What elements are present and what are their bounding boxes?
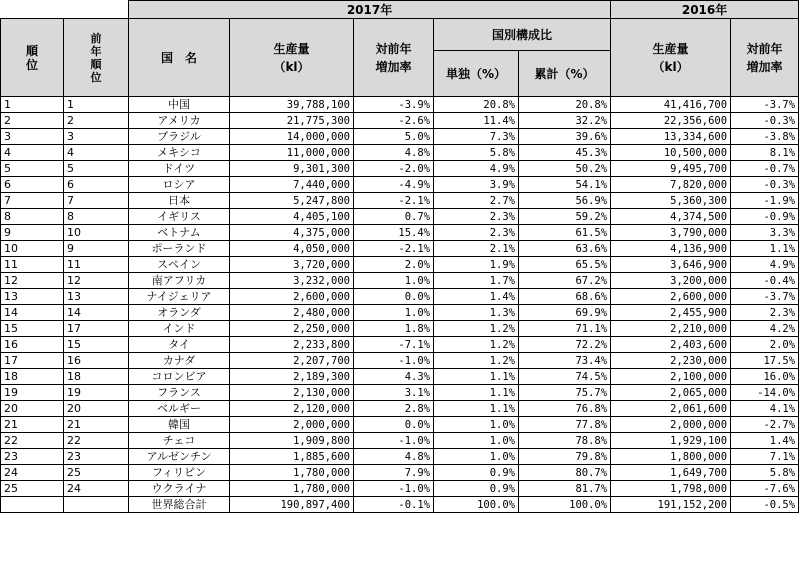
cell-prev-rank: 6 bbox=[64, 177, 129, 193]
cell-share-cumulative: 50.2% bbox=[519, 161, 611, 177]
cell-country: オランダ bbox=[129, 305, 230, 321]
cell-production-2017: 4,375,000 bbox=[230, 225, 354, 241]
cell-production-2017: 2,600,000 bbox=[230, 289, 354, 305]
cell-rank: 8 bbox=[1, 209, 64, 225]
cell-yoy-2017: 0.0% bbox=[354, 289, 434, 305]
table-row bbox=[1, 465, 799, 481]
header-year-2016: 2016年 bbox=[611, 1, 799, 19]
header-country: 国 名 bbox=[129, 19, 230, 97]
cell-production-2017: 7,440,000 bbox=[230, 177, 354, 193]
cell-country: イギリス bbox=[129, 209, 230, 225]
cell-prev-rank: 17 bbox=[64, 321, 129, 337]
total-cell-production-2017: 190,897,400 bbox=[230, 497, 354, 513]
cell-share-cumulative: 39.6% bbox=[519, 129, 611, 145]
cell-share-cumulative: 72.2% bbox=[519, 337, 611, 353]
cell-country: 中国 bbox=[129, 97, 230, 113]
cell-yoy-2017: 2.0% bbox=[354, 257, 434, 273]
cell-share-single: 1.2% bbox=[434, 353, 519, 369]
table-row bbox=[1, 385, 799, 401]
cell-rank: 11 bbox=[1, 257, 64, 273]
cell-country: アルゼンチン bbox=[129, 449, 230, 465]
cell-share-cumulative: 81.7% bbox=[519, 481, 611, 497]
cell-country: スペイン bbox=[129, 257, 230, 273]
cell-production-2017: 3,232,000 bbox=[230, 273, 354, 289]
table-row bbox=[1, 337, 799, 353]
cell-yoy-2017: 7.9% bbox=[354, 465, 434, 481]
header-year-2017: 2017年 bbox=[129, 1, 611, 19]
cell-share-single: 1.3% bbox=[434, 305, 519, 321]
cell-yoy-2017: 1.0% bbox=[354, 273, 434, 289]
total-cell-share-single: 100.0% bbox=[434, 497, 519, 513]
cell-country: コロンビア bbox=[129, 369, 230, 385]
cell-yoy-2016: 2.0% bbox=[731, 337, 799, 353]
total-cell-prev-rank bbox=[64, 497, 129, 513]
cell-production-2017: 4,050,000 bbox=[230, 241, 354, 257]
cell-prev-rank: 9 bbox=[64, 241, 129, 257]
cell-share-single: 2.7% bbox=[434, 193, 519, 209]
cell-yoy-2016: 4.1% bbox=[731, 401, 799, 417]
cell-yoy-2017: -1.0% bbox=[354, 353, 434, 369]
cell-production-2016: 2,600,000 bbox=[611, 289, 731, 305]
cell-share-single: 1.4% bbox=[434, 289, 519, 305]
cell-prev-rank: 21 bbox=[64, 417, 129, 433]
cell-yoy-2017: 1.0% bbox=[354, 305, 434, 321]
cell-country: ドイツ bbox=[129, 161, 230, 177]
cell-share-single: 3.9% bbox=[434, 177, 519, 193]
header-share-cumulative: 累計（%） bbox=[519, 51, 611, 97]
cell-yoy-2016: 1.1% bbox=[731, 241, 799, 257]
cell-production-2016: 2,061,600 bbox=[611, 401, 731, 417]
header-prev-rank: 前 年 順 位 bbox=[64, 19, 129, 97]
cell-production-2016: 9,495,700 bbox=[611, 161, 731, 177]
cell-share-cumulative: 74.5% bbox=[519, 369, 611, 385]
table-row bbox=[1, 129, 799, 145]
cell-yoy-2016: -0.7% bbox=[731, 161, 799, 177]
cell-production-2016: 2,065,000 bbox=[611, 385, 731, 401]
cell-production-2017: 2,130,000 bbox=[230, 385, 354, 401]
cell-share-cumulative: 20.8% bbox=[519, 97, 611, 113]
cell-country: ナイジェリア bbox=[129, 289, 230, 305]
cell-share-cumulative: 45.3% bbox=[519, 145, 611, 161]
header-production-2017: 生産量 （kl） bbox=[230, 19, 354, 97]
table-row bbox=[1, 193, 799, 209]
cell-prev-rank: 1 bbox=[64, 97, 129, 113]
cell-yoy-2016: -3.7% bbox=[731, 97, 799, 113]
cell-production-2017: 2,000,000 bbox=[230, 417, 354, 433]
header-blank bbox=[1, 1, 129, 19]
cell-country: ウクライナ bbox=[129, 481, 230, 497]
cell-rank: 20 bbox=[1, 401, 64, 417]
cell-production-2017: 3,720,000 bbox=[230, 257, 354, 273]
cell-share-cumulative: 54.1% bbox=[519, 177, 611, 193]
cell-rank: 25 bbox=[1, 481, 64, 497]
table-row bbox=[1, 321, 799, 337]
cell-country: カナダ bbox=[129, 353, 230, 369]
table-row bbox=[1, 177, 799, 193]
cell-yoy-2016: 8.1% bbox=[731, 145, 799, 161]
cell-share-single: 2.3% bbox=[434, 209, 519, 225]
cell-rank: 3 bbox=[1, 129, 64, 145]
table-row bbox=[1, 241, 799, 257]
cell-production-2016: 1,929,100 bbox=[611, 433, 731, 449]
table-body bbox=[1, 97, 799, 513]
cell-yoy-2017: 3.1% bbox=[354, 385, 434, 401]
cell-prev-rank: 18 bbox=[64, 369, 129, 385]
cell-country: ポーランド bbox=[129, 241, 230, 257]
cell-production-2017: 1,909,800 bbox=[230, 433, 354, 449]
cell-yoy-2017: 4.8% bbox=[354, 145, 434, 161]
cell-share-cumulative: 65.5% bbox=[519, 257, 611, 273]
cell-prev-rank: 25 bbox=[64, 465, 129, 481]
cell-production-2016: 5,360,300 bbox=[611, 193, 731, 209]
cell-yoy-2017: -4.9% bbox=[354, 177, 434, 193]
cell-yoy-2016: -0.3% bbox=[731, 113, 799, 129]
cell-production-2017: 2,207,700 bbox=[230, 353, 354, 369]
cell-share-cumulative: 76.8% bbox=[519, 401, 611, 417]
cell-country: 南アフリカ bbox=[129, 273, 230, 289]
total-cell-yoy-2017: -0.1% bbox=[354, 497, 434, 513]
cell-prev-rank: 2 bbox=[64, 113, 129, 129]
cell-share-single: 0.9% bbox=[434, 481, 519, 497]
cell-yoy-2016: 4.2% bbox=[731, 321, 799, 337]
table-row bbox=[1, 273, 799, 289]
cell-prev-rank: 12 bbox=[64, 273, 129, 289]
cell-production-2017: 14,000,000 bbox=[230, 129, 354, 145]
table-row bbox=[1, 449, 799, 465]
cell-rank: 16 bbox=[1, 337, 64, 353]
cell-production-2016: 4,136,900 bbox=[611, 241, 731, 257]
cell-share-cumulative: 56.9% bbox=[519, 193, 611, 209]
cell-prev-rank: 16 bbox=[64, 353, 129, 369]
cell-share-cumulative: 80.7% bbox=[519, 465, 611, 481]
cell-country: タイ bbox=[129, 337, 230, 353]
cell-share-single: 5.8% bbox=[434, 145, 519, 161]
total-cell-yoy-2016: -0.5% bbox=[731, 497, 799, 513]
cell-rank: 15 bbox=[1, 321, 64, 337]
cell-country: メキシコ bbox=[129, 145, 230, 161]
cell-share-single: 4.9% bbox=[434, 161, 519, 177]
cell-production-2017: 2,120,000 bbox=[230, 401, 354, 417]
cell-production-2016: 1,798,000 bbox=[611, 481, 731, 497]
cell-country: ベトナム bbox=[129, 225, 230, 241]
cell-rank: 17 bbox=[1, 353, 64, 369]
cell-yoy-2016: 7.1% bbox=[731, 449, 799, 465]
header-yoy-2017: 対前年 増加率 bbox=[354, 19, 434, 97]
cell-share-cumulative: 59.2% bbox=[519, 209, 611, 225]
cell-rank: 2 bbox=[1, 113, 64, 129]
cell-rank: 5 bbox=[1, 161, 64, 177]
cell-production-2017: 2,233,800 bbox=[230, 337, 354, 353]
cell-yoy-2016: -7.6% bbox=[731, 481, 799, 497]
cell-prev-rank: 19 bbox=[64, 385, 129, 401]
cell-production-2017: 39,788,100 bbox=[230, 97, 354, 113]
cell-prev-rank: 10 bbox=[64, 225, 129, 241]
header-share-single: 単独（%） bbox=[434, 51, 519, 97]
cell-share-cumulative: 79.8% bbox=[519, 449, 611, 465]
cell-prev-rank: 20 bbox=[64, 401, 129, 417]
cell-production-2017: 2,480,000 bbox=[230, 305, 354, 321]
cell-country: 日本 bbox=[129, 193, 230, 209]
cell-rank: 6 bbox=[1, 177, 64, 193]
cell-yoy-2016: -1.9% bbox=[731, 193, 799, 209]
cell-rank: 24 bbox=[1, 465, 64, 481]
cell-prev-rank: 7 bbox=[64, 193, 129, 209]
cell-yoy-2017: -1.0% bbox=[354, 433, 434, 449]
cell-prev-rank: 4 bbox=[64, 145, 129, 161]
cell-yoy-2016: -0.4% bbox=[731, 273, 799, 289]
cell-yoy-2017: 1.8% bbox=[354, 321, 434, 337]
cell-share-single: 1.0% bbox=[434, 449, 519, 465]
cell-production-2017: 2,250,000 bbox=[230, 321, 354, 337]
cell-country: ロシア bbox=[129, 177, 230, 193]
cell-prev-rank: 11 bbox=[64, 257, 129, 273]
cell-production-2016: 2,000,000 bbox=[611, 417, 731, 433]
cell-production-2017: 5,247,800 bbox=[230, 193, 354, 209]
cell-production-2016: 1,649,700 bbox=[611, 465, 731, 481]
cell-share-cumulative: 67.2% bbox=[519, 273, 611, 289]
cell-rank: 1 bbox=[1, 97, 64, 113]
cell-production-2016: 4,374,500 bbox=[611, 209, 731, 225]
cell-yoy-2016: -3.8% bbox=[731, 129, 799, 145]
cell-share-single: 1.1% bbox=[434, 385, 519, 401]
cell-production-2016: 3,200,000 bbox=[611, 273, 731, 289]
cell-yoy-2017: -7.1% bbox=[354, 337, 434, 353]
cell-yoy-2017: 5.0% bbox=[354, 129, 434, 145]
cell-share-single: 2.3% bbox=[434, 225, 519, 241]
cell-country: インド bbox=[129, 321, 230, 337]
cell-yoy-2017: -2.1% bbox=[354, 241, 434, 257]
table-row bbox=[1, 369, 799, 385]
cell-country: フランス bbox=[129, 385, 230, 401]
cell-rank: 21 bbox=[1, 417, 64, 433]
table-row bbox=[1, 481, 799, 497]
cell-prev-rank: 8 bbox=[64, 209, 129, 225]
cell-production-2017: 1,780,000 bbox=[230, 465, 354, 481]
cell-share-single: 1.2% bbox=[434, 337, 519, 353]
cell-yoy-2017: -2.0% bbox=[354, 161, 434, 177]
cell-production-2017: 11,000,000 bbox=[230, 145, 354, 161]
total-row bbox=[1, 497, 799, 513]
cell-country: ブラジル bbox=[129, 129, 230, 145]
cell-share-cumulative: 75.7% bbox=[519, 385, 611, 401]
table-row bbox=[1, 209, 799, 225]
cell-share-single: 20.8% bbox=[434, 97, 519, 113]
table-row bbox=[1, 257, 799, 273]
cell-production-2017: 9,301,300 bbox=[230, 161, 354, 177]
cell-yoy-2016: -0.9% bbox=[731, 209, 799, 225]
cell-prev-rank: 23 bbox=[64, 449, 129, 465]
table-row bbox=[1, 401, 799, 417]
cell-yoy-2017: 4.8% bbox=[354, 449, 434, 465]
cell-share-single: 0.9% bbox=[434, 465, 519, 481]
cell-share-single: 1.9% bbox=[434, 257, 519, 273]
cell-country: アメリカ bbox=[129, 113, 230, 129]
cell-rank: 19 bbox=[1, 385, 64, 401]
cell-yoy-2016: 17.5% bbox=[731, 353, 799, 369]
cell-yoy-2016: 4.9% bbox=[731, 257, 799, 273]
cell-rank: 13 bbox=[1, 289, 64, 305]
cell-rank: 12 bbox=[1, 273, 64, 289]
cell-prev-rank: 15 bbox=[64, 337, 129, 353]
cell-share-cumulative: 69.9% bbox=[519, 305, 611, 321]
cell-production-2016: 2,403,600 bbox=[611, 337, 731, 353]
cell-share-cumulative: 78.8% bbox=[519, 433, 611, 449]
cell-share-single: 1.0% bbox=[434, 433, 519, 449]
cell-prev-rank: 22 bbox=[64, 433, 129, 449]
cell-production-2017: 1,885,600 bbox=[230, 449, 354, 465]
cell-prev-rank: 3 bbox=[64, 129, 129, 145]
cell-yoy-2017: 15.4% bbox=[354, 225, 434, 241]
cell-share-single: 7.3% bbox=[434, 129, 519, 145]
cell-share-single: 1.1% bbox=[434, 401, 519, 417]
header-production-2016: 生産量 （kl） bbox=[611, 19, 731, 97]
cell-yoy-2017: 0.0% bbox=[354, 417, 434, 433]
cell-share-single: 1.7% bbox=[434, 273, 519, 289]
cell-yoy-2017: 2.8% bbox=[354, 401, 434, 417]
cell-production-2016: 41,416,700 bbox=[611, 97, 731, 113]
cell-prev-rank: 24 bbox=[64, 481, 129, 497]
cell-rank: 10 bbox=[1, 241, 64, 257]
cell-production-2017: 1,780,000 bbox=[230, 481, 354, 497]
cell-production-2016: 3,790,000 bbox=[611, 225, 731, 241]
cell-production-2017: 4,405,100 bbox=[230, 209, 354, 225]
cell-yoy-2016: 3.3% bbox=[731, 225, 799, 241]
cell-production-2016: 2,455,900 bbox=[611, 305, 731, 321]
cell-production-2016: 13,334,600 bbox=[611, 129, 731, 145]
cell-share-single: 11.4% bbox=[434, 113, 519, 129]
cell-rank: 9 bbox=[1, 225, 64, 241]
cell-yoy-2016: -3.7% bbox=[731, 289, 799, 305]
cell-share-single: 1.1% bbox=[434, 369, 519, 385]
cell-rank: 7 bbox=[1, 193, 64, 209]
cell-production-2017: 21,775,300 bbox=[230, 113, 354, 129]
cell-share-single: 2.1% bbox=[434, 241, 519, 257]
table-row bbox=[1, 97, 799, 113]
table-row bbox=[1, 161, 799, 177]
cell-country: ベルギー bbox=[129, 401, 230, 417]
table-row bbox=[1, 225, 799, 241]
cell-rank: 18 bbox=[1, 369, 64, 385]
cell-share-cumulative: 68.6% bbox=[519, 289, 611, 305]
cell-share-cumulative: 61.5% bbox=[519, 225, 611, 241]
cell-yoy-2016: 2.3% bbox=[731, 305, 799, 321]
cell-production-2016: 3,646,900 bbox=[611, 257, 731, 273]
cell-yoy-2017: -2.1% bbox=[354, 193, 434, 209]
cell-rank: 14 bbox=[1, 305, 64, 321]
cell-country: フィリピン bbox=[129, 465, 230, 481]
cell-share-cumulative: 32.2% bbox=[519, 113, 611, 129]
cell-share-cumulative: 77.8% bbox=[519, 417, 611, 433]
total-cell-share-cumulative: 100.0% bbox=[519, 497, 611, 513]
table-row bbox=[1, 305, 799, 321]
header-share: 国別構成比 bbox=[434, 19, 611, 51]
cell-share-cumulative: 63.6% bbox=[519, 241, 611, 257]
table-row bbox=[1, 433, 799, 449]
total-cell-production-2016: 191,152,200 bbox=[611, 497, 731, 513]
table-row bbox=[1, 145, 799, 161]
cell-country: チェコ bbox=[129, 433, 230, 449]
cell-production-2016: 2,100,000 bbox=[611, 369, 731, 385]
cell-share-single: 1.2% bbox=[434, 321, 519, 337]
cell-yoy-2017: -2.6% bbox=[354, 113, 434, 129]
cell-production-2017: 2,189,300 bbox=[230, 369, 354, 385]
cell-yoy-2017: 4.3% bbox=[354, 369, 434, 385]
cell-production-2016: 22,356,600 bbox=[611, 113, 731, 129]
table-row bbox=[1, 353, 799, 369]
cell-country: 韓国 bbox=[129, 417, 230, 433]
cell-yoy-2016: -0.3% bbox=[731, 177, 799, 193]
cell-yoy-2016: -14.0% bbox=[731, 385, 799, 401]
cell-rank: 4 bbox=[1, 145, 64, 161]
total-cell-rank bbox=[1, 497, 64, 513]
cell-production-2016: 2,210,000 bbox=[611, 321, 731, 337]
cell-prev-rank: 5 bbox=[64, 161, 129, 177]
cell-production-2016: 10,500,000 bbox=[611, 145, 731, 161]
cell-prev-rank: 14 bbox=[64, 305, 129, 321]
cell-share-cumulative: 73.4% bbox=[519, 353, 611, 369]
cell-production-2016: 7,820,000 bbox=[611, 177, 731, 193]
cell-production-2016: 1,800,000 bbox=[611, 449, 731, 465]
cell-share-single: 1.0% bbox=[434, 417, 519, 433]
cell-production-2016: 2,230,000 bbox=[611, 353, 731, 369]
cell-yoy-2016: -2.7% bbox=[731, 417, 799, 433]
cell-yoy-2017: -3.9% bbox=[354, 97, 434, 113]
cell-yoy-2016: 1.4% bbox=[731, 433, 799, 449]
cell-prev-rank: 13 bbox=[64, 289, 129, 305]
cell-yoy-2017: -1.0% bbox=[354, 481, 434, 497]
total-cell-country: 世界総合計 bbox=[129, 497, 230, 513]
table-row bbox=[1, 113, 799, 129]
cell-yoy-2016: 16.0% bbox=[731, 369, 799, 385]
cell-share-cumulative: 71.1% bbox=[519, 321, 611, 337]
cell-rank: 22 bbox=[1, 433, 64, 449]
table-row bbox=[1, 289, 799, 305]
header-yoy-2016: 対前年 増加率 bbox=[731, 19, 799, 97]
header-rank: 順 位 bbox=[1, 19, 64, 97]
table-row bbox=[1, 417, 799, 433]
cell-yoy-2016: 5.8% bbox=[731, 465, 799, 481]
cell-yoy-2017: 0.7% bbox=[354, 209, 434, 225]
cell-rank: 23 bbox=[1, 449, 64, 465]
